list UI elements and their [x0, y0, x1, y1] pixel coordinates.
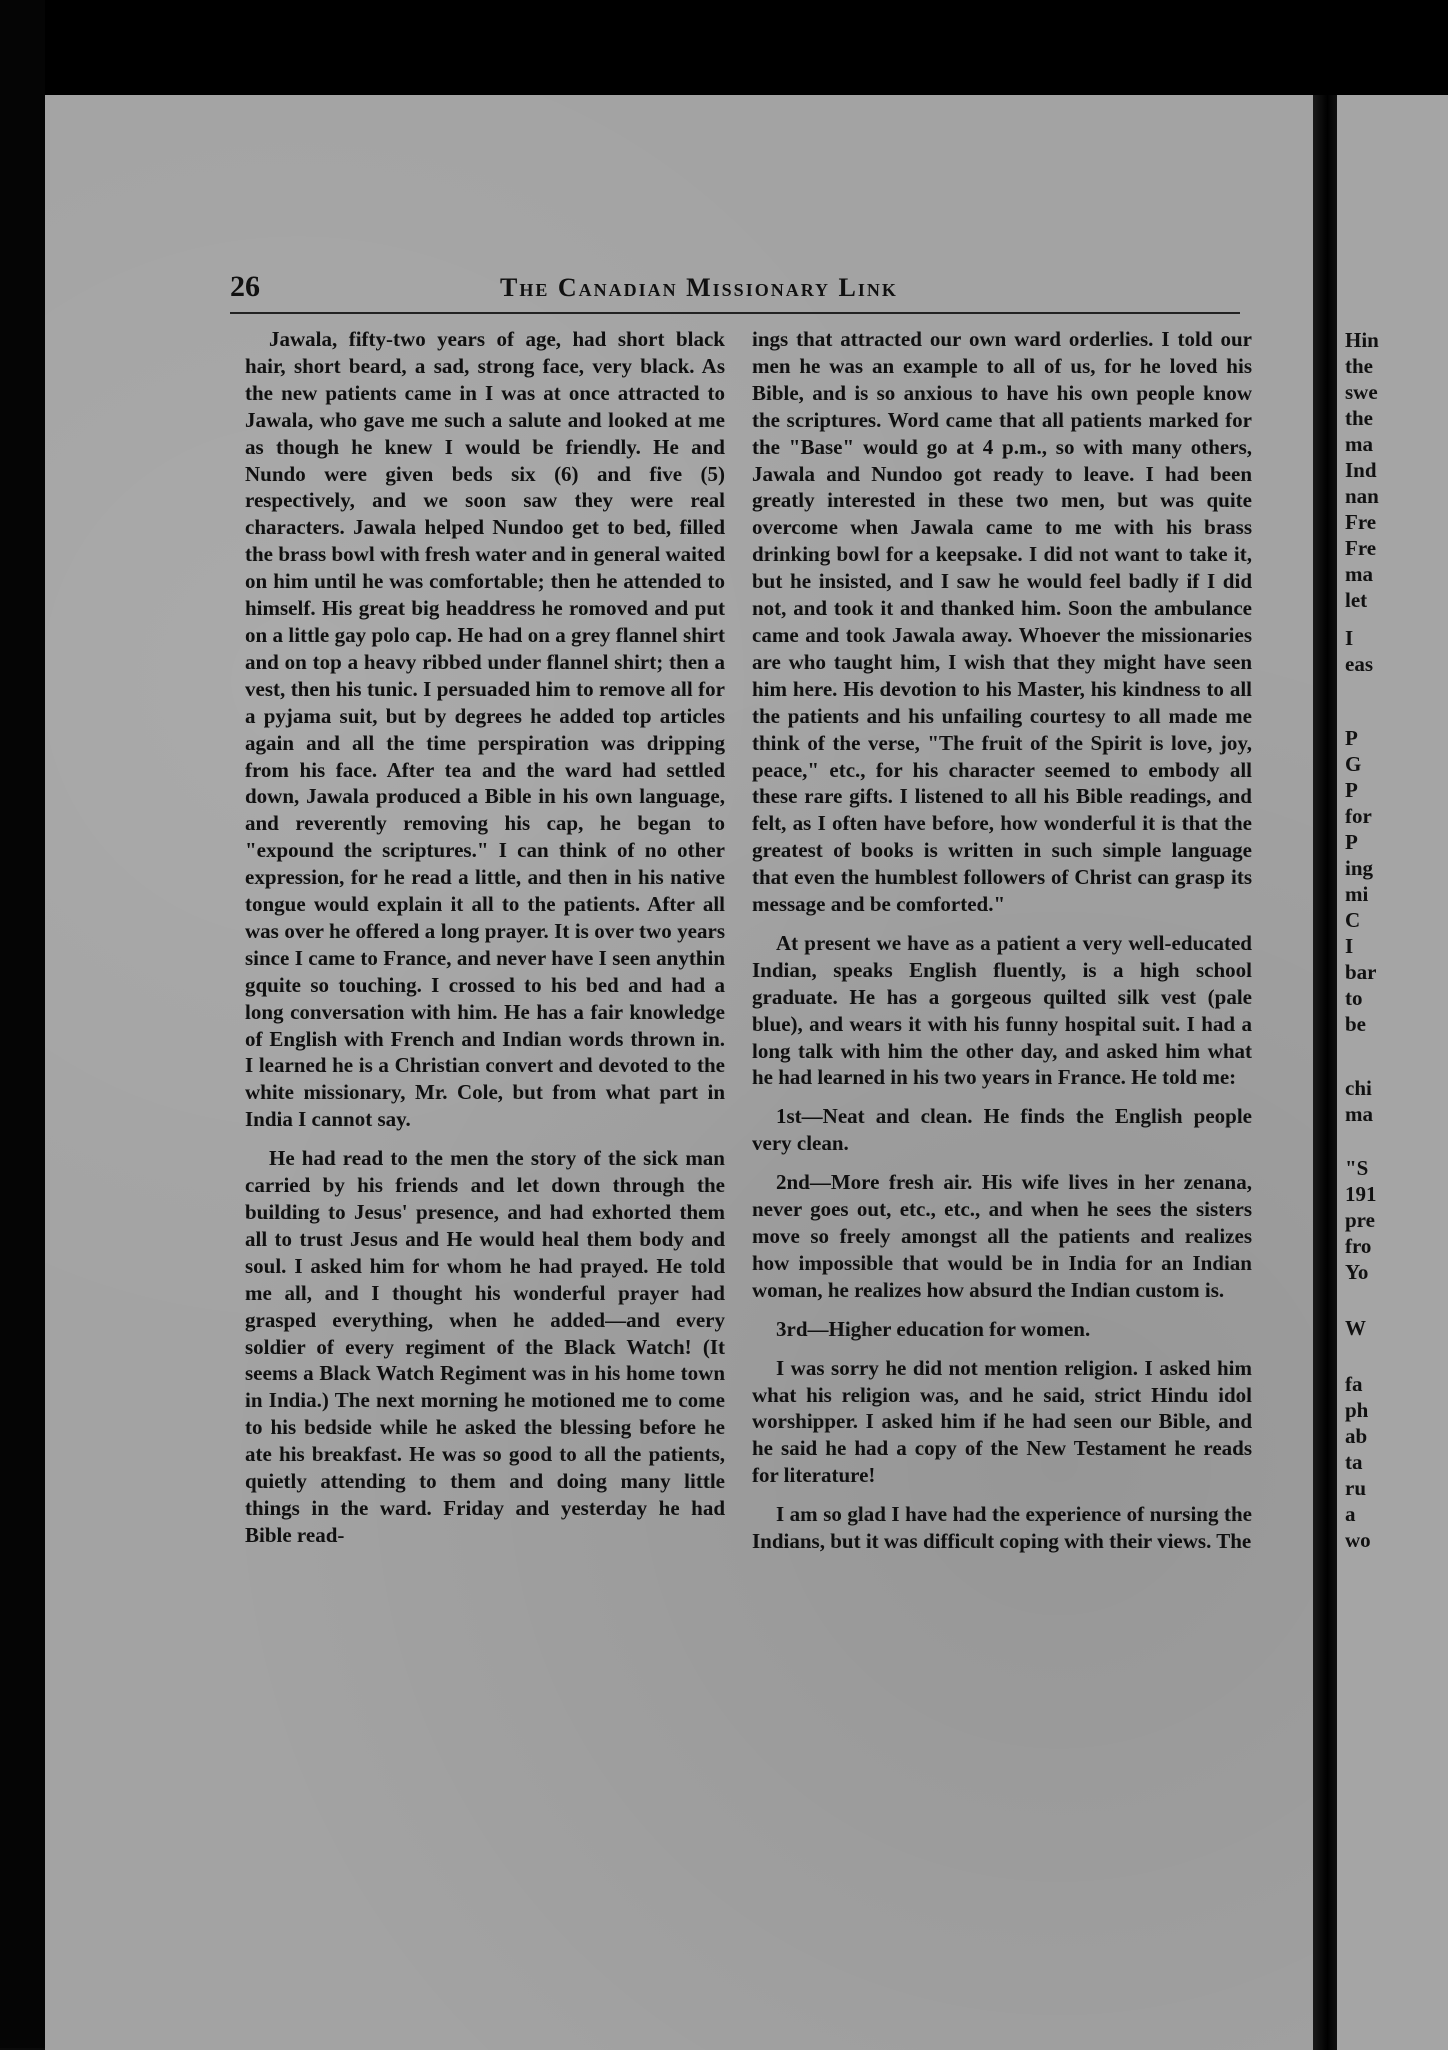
facing-page-fragment: fro	[1345, 1234, 1372, 1258]
facing-page-fragment: bar	[1345, 960, 1377, 984]
facing-page-fragment: Ind	[1345, 458, 1377, 482]
paragraph: I am so glad I have had the experience of nursing the Indians, but it was difficult coping with their views. The	[752, 1502, 1252, 1554]
header-rule	[230, 312, 1240, 314]
facing-page-fragment: ma	[1345, 562, 1373, 586]
facing-page-fragment: wo	[1345, 1528, 1371, 1552]
facing-page-fragment: ta	[1345, 1450, 1363, 1474]
paragraph: ings that attracted our own ward orderlies. I told our men he was an example to all of us, for he loved his Bible, and is so anxious to have his own people know the scriptures. Word came that all patients marked for the "Base" would go at 4 p.m., so with many others, Jawala and Nundoo got ready to leave. I had been greatly interested in these two men, but was quite overcome when Jawala came to me with his brass drinking bowl for a keepsake. I did not want to take it, but he insisted, and I saw he would feel badly if I did not, and took it and thanked him. Soon the ambulance came and took Jawala away. Whoever the missionaries are who taught him, I wish that they might have seen him here. His devotion to his Master, his kindness to all the patients and his unfailing courtesy to all made me think of the verse, "The fruit of the Spirit is love, joy, peace," etc., for his character seemed to embody all these rare gifts. I listened to all his Bible readings, and felt, as I often have before, how wonderful it is that the greatest of books is written in such simple language that even the humblest followers of Christ can grasp its message and be comforted."	[752, 327, 1252, 917]
facing-page-fragment: ma	[1345, 432, 1373, 456]
paragraph: 2nd—More fresh air. His wife lives in her zenana, never goes out, etc., etc., and when he sees the sisters move so freely amongst all the patients and realizes how impossible that would be in India for an Indian woman, he realizes how absurd the Indian custom is.	[752, 1170, 1252, 1302]
facing-page-fragment: P	[1345, 778, 1358, 802]
facing-page-fragment: "S	[1345, 1156, 1369, 1180]
facing-page-fragment: ab	[1345, 1424, 1368, 1448]
facing-page-fragment: ing	[1345, 856, 1374, 880]
facing-page-fragment: ru	[1345, 1476, 1366, 1500]
facing-page-fragment: I	[1345, 626, 1354, 650]
facing-page	[1337, 95, 1448, 2050]
facing-page-fragment: the	[1345, 406, 1373, 430]
facing-page-fragment: pre	[1345, 1208, 1375, 1232]
facing-page-fragment: P	[1345, 726, 1358, 750]
facing-page-fragment: be	[1345, 1012, 1366, 1036]
facing-page-fragment: ma	[1345, 1102, 1373, 1126]
book-gutter	[1313, 95, 1337, 2050]
facing-page-fragment: chi	[1345, 1076, 1372, 1100]
facing-page-fragment: Yo	[1345, 1260, 1369, 1284]
paragraph: Jawala, fifty-two years of age, had short black hair, short beard, a sad, strong face, very black. As the new patients came in I was at once attracted to Jawala, who gave me such a salute and looked at me as though he knew I would be friendly. He and Nundo were given beds six (6) and five (5) respectively, and we soon saw they were real characters. Jawala helped Nundoo get to bed, filled the brass bowl with fresh water and in general waited on him until he was comfortable; then he attended to himself. His great big headdress he romoved and put on a little gay polo cap. He had on a grey flannel shirt and on top a heavy ribbed under flannel shirt; then a vest, then his tunic. I persuaded him to remove all for a pyjama suit, but by degrees he added top articles again and all the time perspiration was dripping from his face. After tea and the ward had settled down, Jawala produced a Bible in his own language, and reverently removing his cap, he began to "expound the scriptures." I can think of no other expression, for he read a little, and then in his native tongue would explain it all to the patients. After all was over he offered a long prayer. It is over two years since I came to France, and never have I seen anythin gquite so touching. I crossed to his bed and had a long conversation with him. He has a fair knowledge of English with French and Indian words thrown in. I learned he is a Christian convert and devoted to the white missionary, Mr. Cole, but from what part in India I cannot say.	[245, 327, 725, 1132]
facing-page-fragment: I	[1345, 934, 1354, 958]
left-column	[245, 326, 725, 1561]
facing-page-fragment: G	[1345, 752, 1362, 776]
facing-page-fragment: 191	[1345, 1182, 1377, 1206]
facing-page-fragment: P	[1345, 830, 1358, 854]
facing-page-fragment: Fre	[1345, 536, 1377, 560]
facing-page-fragment: mi	[1345, 882, 1369, 906]
facing-page-fragment: let	[1345, 588, 1368, 612]
facing-page-fragment: for	[1345, 804, 1372, 828]
facing-page-fragment: Hin	[1345, 328, 1379, 352]
facing-page-fragment: to	[1345, 986, 1363, 1010]
facing-page-fragment: C	[1345, 908, 1361, 932]
facing-page-fragment: a	[1345, 1502, 1356, 1526]
paragraph: 3rd—Higher education for women.	[776, 1316, 1091, 1341]
page-number: 26	[230, 270, 260, 303]
paragraph: I was sorry he did not mention religion. I asked him what his religion was, and he said, strict Hindu idol worshipper. I asked him if he had seen our Bible, and he said he had a copy of the New Testament he reads for literature!	[752, 1355, 1252, 1488]
facing-page-fragment: Fre	[1345, 510, 1377, 534]
page-title: The Canadian Missionary Link	[500, 273, 898, 302]
paragraph: 1st—Neat and clean. He finds the English people very clean.	[752, 1104, 1252, 1156]
paragraph: He had read to the men the story of the sick man carried by his friends and let down through the building to Jesus' presence, and had exhorted them all to trust Jesus and He would heal them body and soul. I asked him for whom he had prayed. He told me all, and I thought his wonderful prayer had grasped everything, when he added—and every soldier of every regiment of the Black Watch! (It seems a Black Watch Regiment was in his home town in India.) The next morning he motioned me to come to his bedside while he asked the blessing before he ate his breakfast. He was so good to all the patients, quietly attending to them and doing many little things in the ward. Friday and yesterday he had Bible read-	[245, 1146, 725, 1547]
facing-page-fragment: W	[1345, 1316, 1366, 1340]
facing-page-fragment: eas	[1345, 652, 1373, 676]
facing-page-fragment: fa	[1345, 1372, 1363, 1396]
right-column	[752, 326, 1252, 1567]
scan-border-top	[0, 0, 1448, 100]
facing-page-fragment: ph	[1345, 1398, 1369, 1422]
facing-page-fragment: the	[1345, 354, 1373, 378]
facing-page-fragment: nan	[1345, 484, 1379, 508]
scan-border-left	[0, 0, 45, 2048]
facing-page-fragment: swe	[1345, 380, 1378, 404]
paragraph: At present we have as a patient a very well-educated Indian, speaks English fluently, is a high school graduate. He has a gorgeous quilted silk vest (pale blue), and wears it with his funny hospital suit. I had a long talk with him the other day, and asked him what he had learned in his two years in France. He told me:	[752, 930, 1252, 1090]
